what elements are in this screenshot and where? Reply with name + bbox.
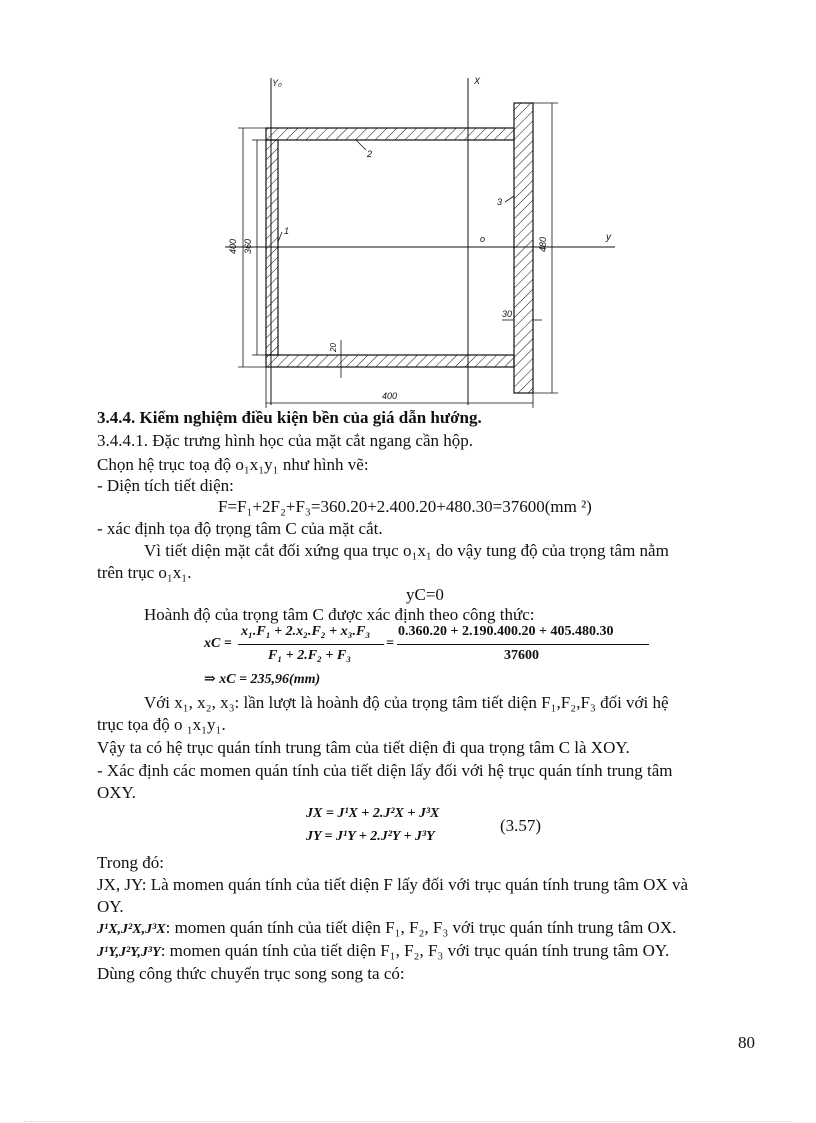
text-dien-tich: - Diện tích tiết diện:: [97, 476, 234, 495]
xc-result: ⇒ xC = 235,96(mm): [204, 672, 321, 687]
axis-y0-label: Y₀: [272, 78, 282, 88]
line-jx-terms: [97, 918, 676, 938]
paragraph-vi-line-2: trên trục o₁x₁.: [97, 563, 192, 582]
paragraph-vi-line-1: Vì tiết diện mặt cắt đối xứng qua trục o₁x₁ do vậy tung độ của trọng tâm nằm: [144, 541, 669, 560]
paragraph-jxjy-line-2: OY.: [97, 897, 124, 916]
xc-denominator-symbolic: F₁ + 2.F₂ + F₃: [268, 648, 352, 663]
text-dung-cong-thuc: Dùng công thức chuyển trục song song ta có:: [97, 964, 405, 983]
dim-360: 360: [243, 238, 253, 254]
formula-yc: yC=0: [406, 585, 444, 604]
dim-400-left: 400: [228, 238, 238, 254]
part-label-2: 2: [367, 149, 373, 159]
formula-jy: JY = J¹Y + 2.J²Y + J³Y: [306, 829, 435, 844]
page-bottom-rule: [24, 1121, 792, 1122]
text-xac-dinh-trong-tam: - xác định tọa độ trọng tâm C của mặt cắt.: [97, 519, 383, 538]
dim-400-bottom: 400: [382, 391, 398, 401]
jy-description: : momen quán tính của tiết diện F₁, F₂, F₃ với trục quán tính trung tâm OY.: [160, 941, 670, 960]
text-chon-he-truc: Chọn hệ trục toạ độ o₁x₁y₁ như hình vẽ:: [97, 455, 369, 474]
dim-30: 30: [502, 309, 513, 319]
line-jy-terms: [97, 941, 669, 961]
part-label-1: 1: [284, 226, 290, 236]
jx-description: : momen quán tính của tiết diện F₁, F₂, F₃ với trục quán tính trung tâm OX.: [165, 918, 677, 937]
xc-numerator-symbolic: x₁.F₁ + 2.x₂.F₂ + x₃.F₃: [241, 624, 371, 639]
paragraph-xac-dinh-line-1: - Xác định các momen quán tính của tiết diện lấy đối với hệ trục quán tính trung tâm: [97, 761, 673, 780]
text-trong-do: Trong đó:: [97, 853, 164, 872]
jx-terms: J¹X,J²X,J³X: [97, 922, 166, 937]
text-vay: Vậy ta có hệ trục quán tính trung tâm của tiết diện đi qua trọng tâm C là XOY.: [97, 738, 630, 757]
part-label-3: 3: [497, 197, 503, 207]
paragraph-voi-line-2: trục tọa độ o ₁x₁y₁.: [97, 715, 226, 734]
paragraph-voi-line-1: Với x₁, x₂, x₃: lần lượt là hoành độ của trọng tâm tiết diện F₁,F₂,F₃ đối với hệ: [144, 693, 669, 712]
xc-fraction-bar-1: [238, 644, 384, 645]
section-heading: 3.4.4. Kiểm nghiệm điều kiện bền của giá dẫn hướng.: [97, 408, 482, 427]
origin-label: o: [480, 234, 486, 244]
xc-numerator-numeric: 0.360.20 + 2.190.400.20 + 405.480.30: [398, 624, 614, 639]
cross-section-drawing: [220, 70, 640, 410]
dim-480: 480: [538, 236, 548, 252]
top-flange: [266, 128, 514, 140]
text-hoanh-do: Hoành độ của trọng tâm C được xác định theo công thức:: [144, 605, 535, 624]
xc-fraction-bar-2: [397, 644, 649, 645]
xc-equals: =: [386, 636, 394, 651]
axis-x-label: X: [474, 76, 481, 86]
jy-terms: J¹Y,J²Y,J³Y: [97, 945, 161, 960]
formula-jx: JX = J¹X + 2.J²X + J³X: [306, 806, 440, 821]
equation-number: (3.57): [500, 816, 542, 835]
dim-20: 20: [329, 343, 338, 352]
formula-area: F=F₁+2F₂+F₃=360.20+2.400.20+480.30=37600(mm ²): [218, 497, 592, 516]
paragraph-xac-dinh-line-2: OXY.: [97, 783, 136, 802]
page-number: 80: [738, 1033, 755, 1052]
xc-denominator-numeric: 37600: [504, 648, 539, 663]
subsection-heading: 3.4.4.1. Đặc trưng hình học của mặt cắt ngang cần hộp.: [97, 431, 474, 450]
right-plate: [514, 103, 533, 393]
paragraph-jxjy-line-1: JX, JY: Là momen quán tính của tiết diện F lấy đối với trục quán tính trung tâm OX và: [97, 875, 688, 894]
bottom-flange: [266, 355, 514, 367]
axis-y-label: y: [606, 232, 611, 243]
xc-lhs: xC =: [204, 636, 232, 651]
